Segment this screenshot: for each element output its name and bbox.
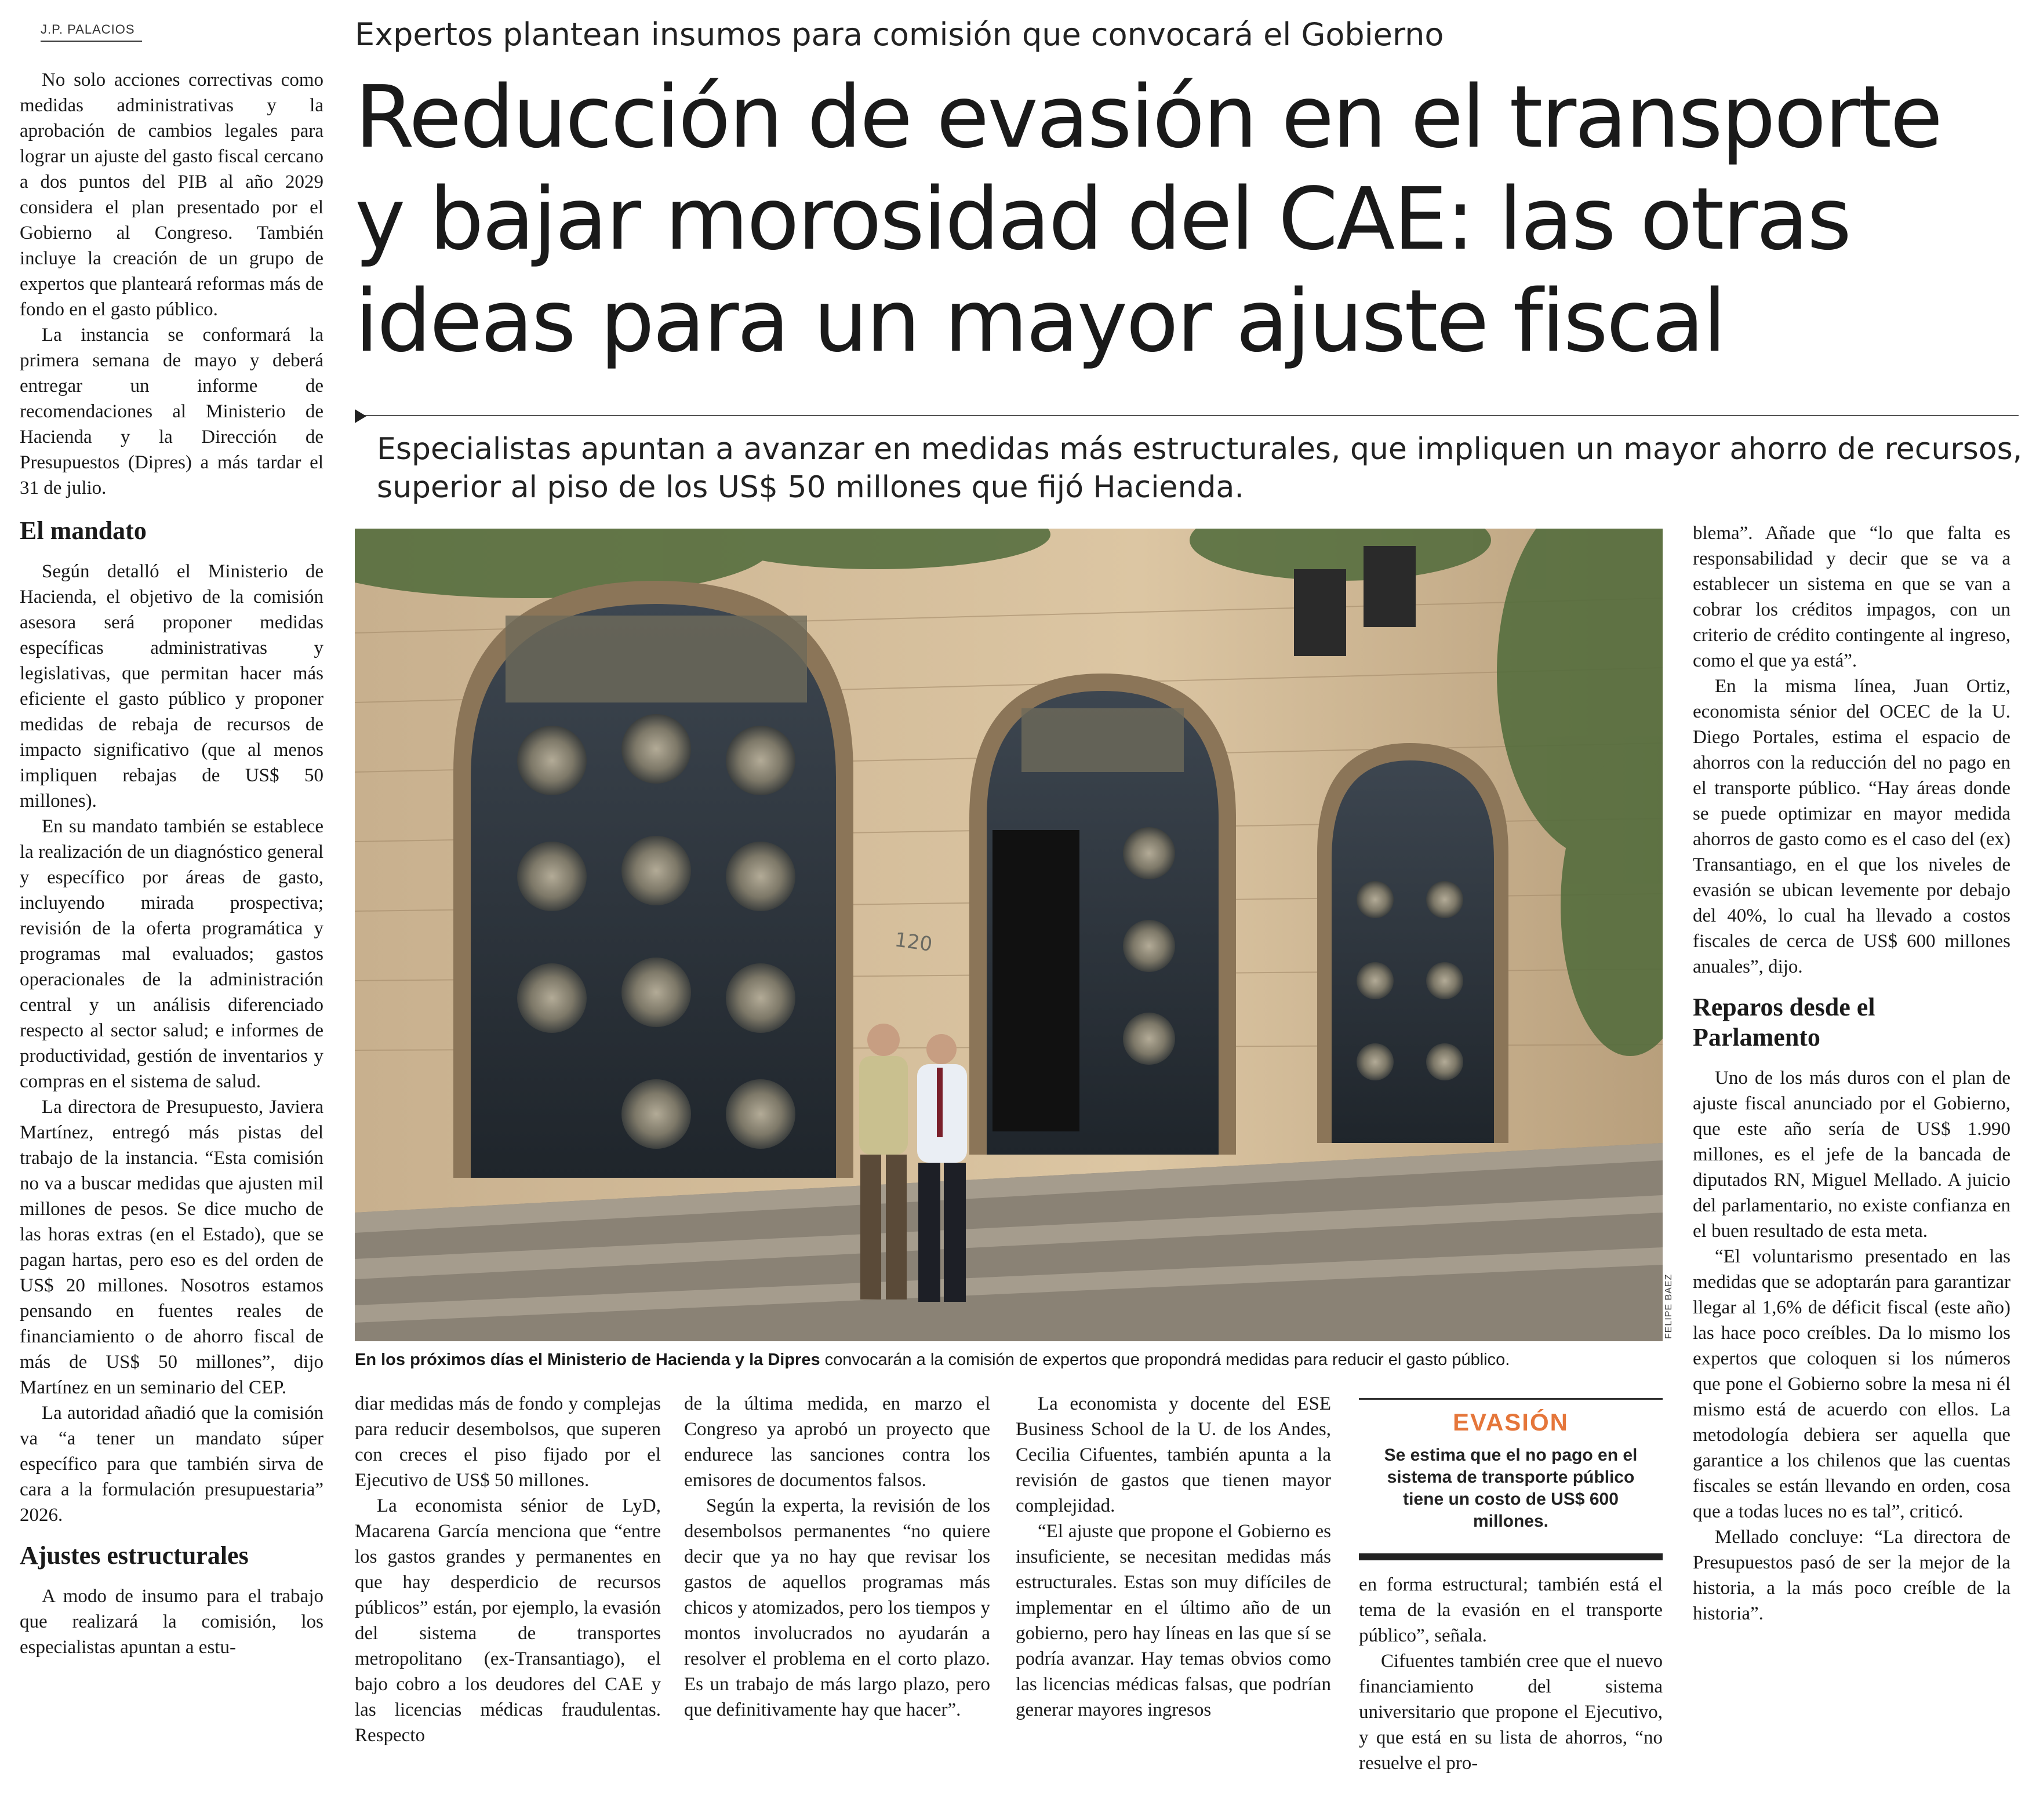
deck xyxy=(377,430,2023,507)
col6-paragraph: Mellado concluye: “La directora de Presupuestos pasó de ser la mejor de la historia, a la más poco creíble de la historia”. xyxy=(1693,1527,2010,1624)
byline-rule xyxy=(41,41,142,42)
col1-paragraph: En su mandato también se establece la realización de un diagnóstico general y específico por áreas de gasto, incluyendo mirada prospectiva; revisión de la oferta programática y programas mal evaluados; gastos operacionales de la administración central y un análisis diferenciado respecto al sector salud; e informes de productividad, gestión de inventarios y compras en el sistema de salud. xyxy=(20,816,323,1092)
col3-paragraph: Según la experta, la revisión de los desembolsos permanentes “no quiere decir que ya no hay que revisar los gastos de aquellos programas más chicos y atomizados, pero los tiempos y montos involucrados no ayudarán a resolver el problema en el corto plazo. Es un trabajo de más largo plazo, pero que definitivamente hay que hacer”. xyxy=(684,1495,990,1720)
column-2 xyxy=(355,1391,661,1748)
col1-paragraph: A modo de insumo para el trabajo que realizará la comisión, los especialistas apuntan a estu- xyxy=(20,1586,323,1658)
col3-paragraph: de la última medida, en marzo el Congreso ya aprobó un proyecto que endurece las sanciones contra los emisores de documentos falsos. xyxy=(684,1393,990,1491)
subhead-reparos-parlamento: Reparos desde el Parlamento xyxy=(1693,993,1875,1051)
col2-paragraph: diar medidas más de fondo y complejas para reducir desembolsos, que superen con creces el piso fijado por el Ejecutivo de US$ 50 millones. xyxy=(355,1393,661,1491)
col1-paragraph: La directora de Presupuesto, Javiera Martínez, entregó más pistas del trabajo de la instancia. “Esta comisión no va a buscar medidas que ajusten mil millones de pesos. Se dice mucho de las horas extras (en el Estado), que se pagan hartas, pero eso es del orden de US$ 20 millones. Nosotros estamos pensando en fuentes reales de financiamiento o de ahorro fiscal de más de US$ 50 millones”, dijo Martínez en un seminario del CEP. xyxy=(20,1097,323,1398)
evasion-box-text: Se estima que el no pago en el sistema de transporte público tiene un costo de US$ 600 millones. xyxy=(1384,1446,1638,1531)
byline: J.P. PALACIOS xyxy=(41,22,135,37)
column-5 xyxy=(1359,1572,1663,1776)
photo-caption xyxy=(355,1349,1510,1370)
evasion-box xyxy=(1359,1398,1663,1560)
col6-paragraph: En la misma línea, Juan Ortiz, economista sénior del OCEC de la U. Diego Portales, estima el espacio de ahorros con la reducción del no pago en el transporte público. “Hay áreas donde se puede optimizar en mayor medida ahorros de gasto como es el caso del (ex) Transantiago, en el que los niveles de evasión se ubican levemente por debajo del 40%, lo cual ha llevado a costos fiscales de cerca de US$ 600 millones anuales”, dijo. xyxy=(1693,676,2010,977)
evasion-box-top-rule xyxy=(1359,1398,1663,1400)
col6-paragraph: “El voluntarismo presentado en las medidas que se adoptarán para garantizar llegar al 1,6% de déficit fiscal (este año) las hace poco creíbles. Da lo mismo los expertos que coloquen si los números que pone el Gobierno sobre la mesa ni él mismo está de acuerdo con ellos. La metodología debiera ser aquella que garantice a los chilenos que las cuentas fiscales se están llevando en orden, cosa que a todas luces no es tal”, criticó. xyxy=(1693,1246,2010,1522)
col4-paragraph: “El ajuste que propone el Gobierno es insuficiente, se necesitan medidas más estructurales. Estas son muy difíciles de implementar en el último año de un gobierno, pero hay líneas en las que sí se podría avanzar. Hay temas obvios como las licencias médicas falsas, que podrían generar mayores ingresos xyxy=(1016,1521,1331,1720)
deck-line-2: superior al piso de los US$ 50 millones que fijó Hacienda. xyxy=(377,470,1244,505)
door-number: 120 xyxy=(893,928,934,956)
headline-line-1: Reducción de evasión en el transporte xyxy=(355,67,1942,167)
column-1 xyxy=(20,67,323,1660)
column-6 xyxy=(1693,520,2010,1626)
col4-paragraph: La economista y docente del ESE Business School de la U. de los Andes, Cecilia Cifuentes, también apunta a la revisión de gastos que tienen mayor complejidad. xyxy=(1016,1393,1331,1516)
col1-paragraph: La instancia se conformará la primera semana de mayo y deberá entregar un informe de recomendaciones al Ministerio de Hacienda y la Dirección de Presupuestos (Dipres) a más tardar el 31 de julio. xyxy=(20,325,323,498)
kicker: Expertos plantean insumos para comisión que convocará el Gobierno xyxy=(355,16,1444,53)
photo-credit: FELIPE BAEZ xyxy=(1664,1273,1674,1339)
photo-caption-bold: En los próximos días el Ministerio de Hacienda y la Dipres xyxy=(355,1351,820,1369)
col1-paragraph: La autoridad añadió que la comisión va “a tener un mandato súper específico para que también sirva de cara a la formulación presupuestaria” 2026. xyxy=(20,1403,323,1526)
headline-line-2: y bajar morosidad del CAE: las otras xyxy=(355,169,1850,269)
headline-line-3: ideas para un mayor ajuste fiscal xyxy=(355,271,1725,371)
col1-paragraph: No solo acciones correctivas como medidas administrativas y la aprobación de cambios legales para lograr un ajuste del gasto fiscal cercano a dos puntos del PIB al año 2029 considera el plan presentado por el Gobierno al Congreso. También incluye la creación de un grupo de expertos que planteará reformas más de fondo en el gasto público. xyxy=(20,70,323,320)
deck-rule xyxy=(355,415,2019,416)
deck-bullet-icon xyxy=(355,409,366,423)
photo-caption-rest: convocarán a la comisión de expertos que propondrá medidas para reducir el gasto público. xyxy=(820,1351,1510,1369)
headline xyxy=(355,66,2024,372)
col5-paragraph: en forma estructural; también está el tema de la evasión en el transporte público”, señala. xyxy=(1359,1574,1663,1646)
col5-paragraph: Cifuentes también cree que el nuevo financiamiento del sistema universitario que propone el Ejecutivo, y que está en su lista de ahorros, “no resuelve el pro- xyxy=(1359,1651,1663,1774)
evasion-box-title: EVASIÓN xyxy=(1453,1408,1569,1436)
deck-line-1: Especialistas apuntan a avanzar en medidas más estructurales, que impliquen un mayor ahorro de recursos, xyxy=(377,432,2023,467)
column-4 xyxy=(1016,1391,1331,1723)
col6-paragraph: Uno de los más duros con el plan de ajuste fiscal anunciado por el Gobierno, que este año sería de US$ 1.990 millones, es el jefe de la bancada de diputados RN, Miguel Mellado. A juicio del parlamentario, no existe confianza en el buen resultado de esta meta. xyxy=(1693,1068,2010,1242)
col2-paragraph: La economista sénior de LyD, Macarena García menciona que “entre los gastos grandes y permanentes en que hay desperdicio de recursos públicos” están, por ejemplo, la evasión del sistema de transportes metropolitano (ex-Transantiago), el bajo cobro a los deudores del CAE y las licencias médicas fraudulentas. Respecto xyxy=(355,1495,661,1746)
subhead-ajustes-estructurales: Ajustes estructurales xyxy=(20,1541,249,1570)
subhead-el-mandato: El mandato xyxy=(20,516,147,545)
photo xyxy=(355,529,1663,1341)
col6-paragraph: blema”. Añade que “lo que falta es responsabilidad y decir que se va a establecer un sistema en que se van a cobrar los créditos impagos, con un criterio de crédito contingente al ingreso, como el que ya está”. xyxy=(1693,523,2010,671)
col1-paragraph: Según detalló el Ministerio de Hacienda, el objetivo de la comisión asesora será proponer medidas específicas administrativas y legislativas, que permitan hacer más eficiente el gasto público y proponer medidas de rebaja de recursos de impacto significativo (que al menos impliquen rebajas de US$ 50 millones). xyxy=(20,561,323,811)
column-3 xyxy=(684,1391,990,1723)
evasion-box-bottom-rule xyxy=(1359,1553,1663,1560)
